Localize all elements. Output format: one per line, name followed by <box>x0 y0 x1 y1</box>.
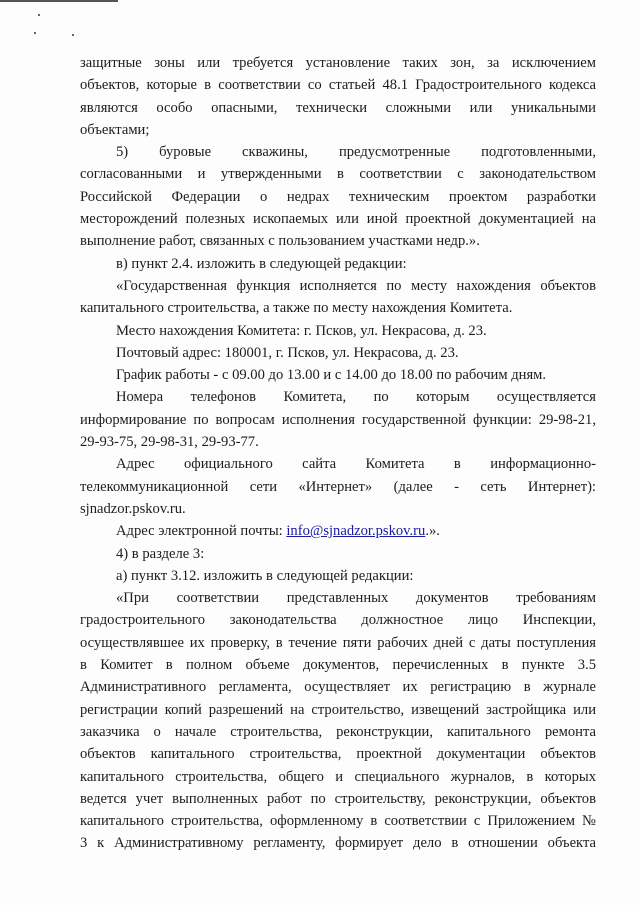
scan-speck <box>34 32 36 34</box>
body-line: капитального строительства, общего и специального журналов, в которых <box>80 768 596 785</box>
work-schedule: График работы - с 09.00 до 13.00 и с 14.00 до 18.00 по рабочим дням. <box>116 367 547 384</box>
body-line: Административного регламента, осуществляет их регистрацию в журнале <box>80 679 596 696</box>
list-item-line: согласованными и утвержденными в соответствии с законодательством <box>80 166 596 183</box>
email-suffix: .». <box>425 523 440 540</box>
website-url: sjnadzor.pskov.ru. <box>80 500 186 517</box>
phone-numbers-line: Номера телефонов Комитета, по которым осуществляется <box>116 389 596 406</box>
body-line: осуществлявшее их проверку, в течение пяти рабочих дней с даты поступления <box>80 634 596 651</box>
body-line: защитные зоны или требуется установление таких зон, за исключением <box>80 55 596 71</box>
committee-location: Место нахождения Комитета: г. Псков, ул. Некрасова, д. 23. <box>116 322 487 339</box>
body-line: градостроительного законодательства должностное лицо Инспекции, <box>80 612 596 629</box>
website-line: телекоммуникационной сети «Интернет» (далее - сеть Интернет): <box>80 478 596 495</box>
phone-numbers-line: 29-93-75, 29-98-31, 29-93-77. <box>80 434 259 451</box>
postal-address: Почтовый адрес: 180001, г. Псков, ул. Некрасова, д. 23. <box>116 344 459 361</box>
list-item-line: месторождений полезных ископаемых или иной проектной документацией на <box>80 211 596 228</box>
scan-speck <box>72 34 74 36</box>
body-line: капитального строительства, а также по месту нахождения Комитета. <box>80 300 513 317</box>
body-line: «Государственная функция исполняется по месту нахождения объектов <box>116 277 596 294</box>
email-link[interactable]: info@sjnadzor.pskov.ru <box>286 523 426 540</box>
body-line: в Комитет в полном объеме документов, перечисленных в пункте 3.5 <box>80 657 596 674</box>
body-line: ведется учет выполненных работ по строительству, реконструкции, объектов <box>80 790 596 807</box>
body-line: «При соответствии представленных документов требованиям <box>116 590 596 607</box>
list-item-line: выполнение работ, связанных с пользованием участками недр.». <box>80 233 480 250</box>
body-line: заказчика о начале строительства, реконструкции, капитального ремонта <box>80 723 596 740</box>
email-label: Адрес электронной почты: <box>116 523 287 540</box>
document-body <box>80 52 596 855</box>
website-line: Адрес официального сайта Комитета в информационно- <box>116 456 596 473</box>
section-instruction: а) пункт 3.12. изложить в следующей редакции: <box>116 567 414 584</box>
scan-speck <box>38 14 40 16</box>
body-line: являются особо опасными, технически сложными или уникальными <box>80 99 596 116</box>
body-line: капитального строительства, оформленному в соответствии с Приложением № <box>80 813 596 830</box>
list-item-line: 5) буровые скважины, предусмотренные подготовленными, <box>116 144 596 161</box>
body-line: 3 к Административному регламенту, формирует дело в отношении объекта <box>80 835 596 852</box>
body-line: объектами; <box>80 121 150 138</box>
list-item-line: Российской Федерации о недрах техническим проектом разработки <box>80 188 596 205</box>
scan-edge-mark <box>0 0 118 2</box>
body-line: регистрации копий разрешений на строительство, извещений застройщика или <box>80 701 596 718</box>
body-line: объектов, которые в соответствии со статьей 48.1 Градостроительного кодекса <box>80 77 596 94</box>
section-instruction: в) пункт 2.4. изложить в следующей редакции: <box>116 255 407 272</box>
email-line <box>80 520 596 542</box>
phone-numbers-line: информирование по вопросам исполнения государственной функции: 29-98-21, <box>80 411 596 428</box>
section-instruction: 4) в разделе 3: <box>116 545 205 562</box>
body-line: объектов капитального строительства, проектной документации объектов <box>80 746 596 763</box>
